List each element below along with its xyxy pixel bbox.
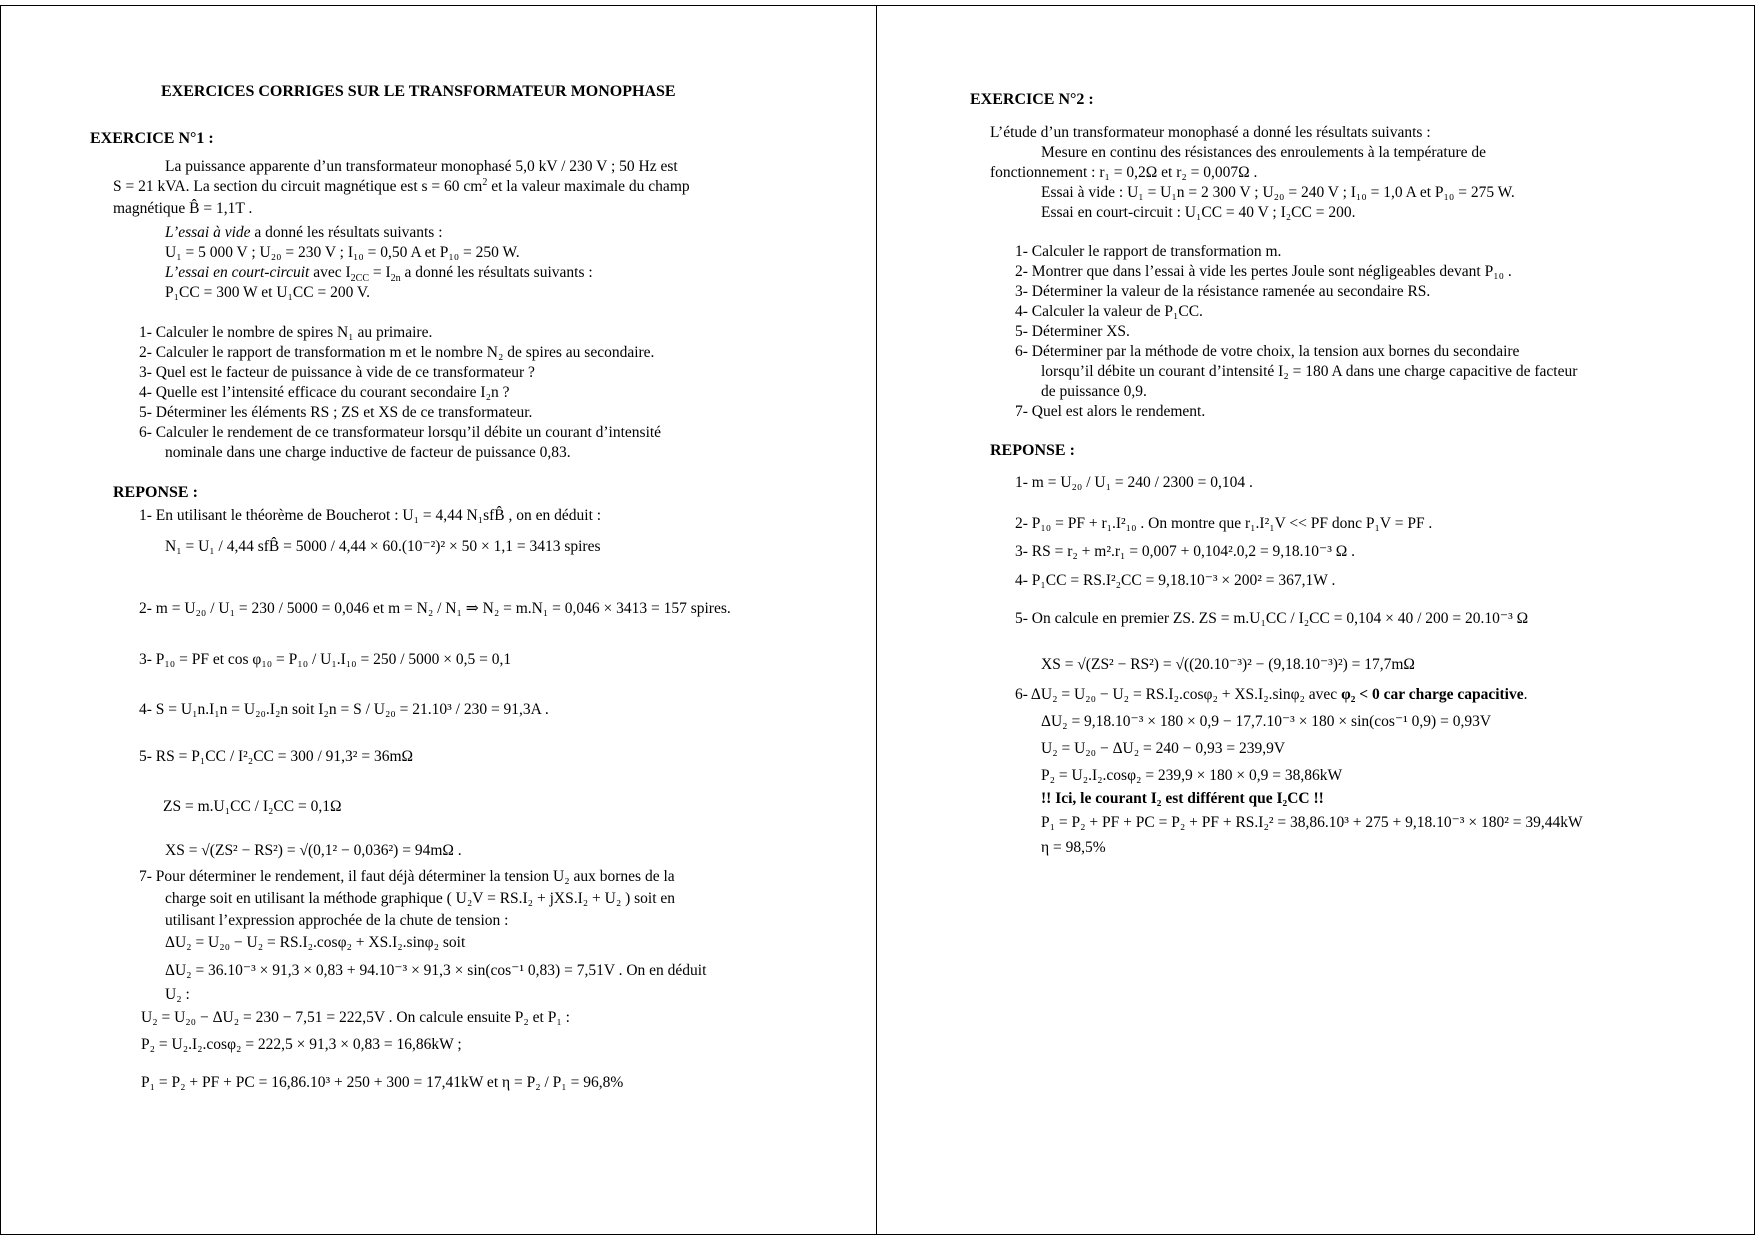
ex2-answer-4: 4- P₁CC = RS.I²₂CC = 9,18.10⁻³ × 200² = 367,1W . [1015, 572, 1336, 589]
ex1-reponse-heading: REPONSE : [113, 484, 198, 501]
ex2-answer-6-line-1: 6- ΔU₂ = U₂₀ − U₂ = RS.I₂.cosφ₂ + XS.I₂.sinφ₂ avec φ₂ < 0 car charge capacitive. [1015, 686, 1528, 703]
ex1-answer-5-zs: ZS = m.U₁CC / I₂CC = 0,1Ω [163, 798, 342, 815]
ex1-answer-7-line-2: charge soit en utilisant la méthode graphique ( U₂V = RS.I₂ + jXS.I₂ + U₂ ) soit en [165, 890, 676, 907]
ex2-answer-6-line-5: P₁ = P₂ + PF + PC = P₂ + PF + RS.I₂² = 38,86.10³ + 275 + 9,18.10⁻³ × 180² = 39,44kW [1041, 814, 1583, 831]
exercise-1-heading: EXERCICE N°1 : [90, 130, 214, 147]
ex2-intro-line-1: L’étude d’un transformateur monophasé a donné les résultats suivants : [990, 124, 1431, 141]
ex1-question-6-cont: nominale dans une charge inductive de facteur de puissance 0,83. [165, 444, 571, 461]
ex1-answer-7-equation-2b: U₂ : [165, 986, 190, 1003]
ex2-question-7: 7- Quel est alors le rendement. [1015, 403, 1206, 420]
ex1-answer-5-rs: 5- RS = P₁CC / I²₂CC = 300 / 91,3² = 36mΩ [139, 748, 414, 765]
ex2-question-6-cont-2: de puissance 0,9. [1041, 383, 1147, 400]
ex1-answer-7-equation-4: P₂ = U₂.I₂.cosφ₂ = 222,5 × 91,3 × 0,83 = 16,86kW ; [141, 1036, 462, 1053]
ex1-question-2: 2- Calculer le rapport de transformation m et le nombre N₂ de spires au secondaire. [139, 344, 655, 361]
ex2-answer-6-line-2: ΔU₂ = 9,18.10⁻³ × 180 × 0,9 − 17,7.10⁻³ × 180 × sin(cos⁻¹ 0,9) = 0,93V [1041, 713, 1492, 730]
ex1-question-5: 5- Déterminer les éléments RS ; ZS et XS de ce transformateur. [139, 404, 533, 421]
ex2-intro-line-4: Essai à vide : U₁ = U₁n = 2 300 V ; U₂₀ = 240 V ; I₁₀ = 1,0 A et P₁₀ = 275 W. [1041, 184, 1515, 201]
ex2-question-6-cont-1: lorsqu’il débite un courant d’intensité I₂ = 180 A dans une charge capacitive de facteur [1041, 363, 1578, 380]
ex1-intro-line-3: magnétique B̂ = 1,1T . [113, 200, 253, 217]
ex2-answer-1: 1- m = U₂₀ / U₁ = 240 / 2300 = 0,104 . [1015, 474, 1253, 491]
ex2-question-4: 4- Calculer la valeur de P₁CC. [1015, 303, 1203, 320]
ex2-question-3: 3- Déterminer la valeur de la résistance ramenée au secondaire RS. [1015, 283, 1431, 300]
ex2-answer-6-equation: 6- ΔU₂ = U₂₀ − U₂ = RS.I₂.cosφ₂ + XS.I₂.sinφ₂ avec [1015, 686, 1342, 703]
ex2-answer-6-bold-note: φ₂ < 0 car charge capacitive [1341, 686, 1524, 703]
ex2-intro-line-3: fonctionnement : r₁ = 0,2Ω et r₂ = 0,007Ω . [990, 164, 1258, 181]
ex1-test-line-2: U₁ = 5 000 V ; U₂₀ = 230 V ; I₁₀ = 0,50 A et P₁₀ = 250 W. [165, 244, 520, 261]
ex1-answer-7-equation-1: ΔU₂ = U₂₀ − U₂ = RS.I₂.cosφ₂ + XS.I₂.sinφ₂ soit [165, 934, 466, 951]
ex1-answer-3-equation: 3- P₁₀ = PF et cos φ₁₀ = P₁₀ / U₁.I₁₀ = 250 / 5000 × 0,5 = 0,1 [139, 651, 512, 668]
ex2-question-1: 1- Calculer le rapport de transformation m. [1015, 243, 1282, 260]
ex2-intro-line-5: Essai en court-circuit : U₁CC = 40 V ; I₂CC = 200. [1041, 204, 1356, 221]
ex1-answer-5-xs: XS = √(ZS² − RS²) = √(0,1² − 0,036²) = 94mΩ . [165, 842, 462, 859]
ex2-answer-6-line-4: P₂ = U₂.I₂.cosφ₂ = 239,9 × 180 × 0,9 = 38,86kW [1041, 767, 1343, 784]
ex1-intro-line-2: S = 21 kVA. La section du circuit magnétique est s = 60 $cm^2$ et la valeur maximale du champ [113, 176, 690, 195]
ex1-question-6: 6- Calculer le rendement de ce transformateur lorsqu’il débite un courant d’intensité [139, 424, 662, 441]
ex1-test-line-1: L’essai à vide a donné les résultats suivants : [165, 224, 443, 241]
ex1-answer-7-equation-2: ΔU₂ = 36.10⁻³ × 91,3 × 0,83 + 94.10⁻³ × 91,3 × sin(cos⁻¹ 0,83) = 7,51V . On en déduit [165, 962, 707, 979]
ex2-intro-line-2: Mesure en continu des résistances des enroulements à la température de [1041, 144, 1487, 161]
ex2-answer-6-warning: !! Ici, le courant I₂ est différent que I₂CC !! [1041, 790, 1324, 807]
ex1-question-3: 3- Quel est le facteur de puissance à vide de ce transformateur ? [139, 364, 535, 381]
ex2-question-2: 2- Montrer que dans l’essai à vide les pertes Joule sont négligeables devant P₁₀ . [1015, 263, 1512, 280]
ex1-test-line-3: L’essai en court-circuit avec $I_{2CC} = I_{2n}$ a donné les résultats suivants : [165, 264, 593, 285]
ex1-question-1: 1- Calculer le nombre de spires N₁ au primaire. [139, 324, 433, 341]
exercise-2-heading: EXERCICE N°2 : [970, 91, 1094, 108]
ex2-answer-2: 2- P₁₀ = PF + r₁.I²₁₀ . On montre que r₁.I²₁V << PF donc P₁V = PF . [1015, 515, 1433, 532]
ex1-answer-2-equation: 2- m = U₂₀ / U₁ = 230 / 5000 = 0,046 et m = N₂ / N₁ ⇒ N₂ = m.N₁ = 0,046 × 3413 = 157 spires. [139, 600, 731, 617]
ex1-test-line-4: P₁CC = 300 W et U₁CC = 200 V. [165, 284, 371, 301]
document-title: EXERCICES CORRIGES SUR LE TRANSFORMATEUR MONOPHASE [161, 83, 676, 100]
ex1-intro-line-1: La puissance apparente d’un transformateur monophasé 5,0 kV / 230 V ; 50 Hz est [165, 158, 678, 175]
ex1-answer-1-equation: N₁ = U₁ / 4,44 sfB̂ = 5000 / 4,44 × 60.(10⁻²)² × 50 × 1,1 = 3413 spires [165, 538, 601, 555]
ex2-answer-6-line-3: U₂ = U₂₀ − ΔU₂ = 240 − 0,93 = 239,9V [1041, 740, 1286, 757]
ex1-answer-7-equation-5: P₁ = P₂ + PF + PC = 16,86.10³ + 250 + 300 = 17,41kW et η = P₂ / P₁ = 96,8% [141, 1074, 624, 1091]
ex2-answer-5-xs: XS = √(ZS² − RS²) = √((20.10⁻³)² − (9,18.10⁻³)²) = 17,7mΩ [1041, 656, 1415, 673]
ex2-question-6: 6- Déterminer par la méthode de votre choix, la tension aux bornes du secondaire [1015, 343, 1520, 360]
left-page [0, 5, 877, 1235]
ex2-answer-3: 3- RS = r₂ + m².r₁ = 0,007 + 0,104².0,2 = 9,18.10⁻³ Ω . [1015, 543, 1356, 560]
ex1-answer-7-equation-3: U₂ = U₂₀ − ΔU₂ = 230 − 7,51 = 222,5V . On calcule ensuite P₂ et P₁ : [141, 1009, 570, 1026]
right-page [876, 5, 1755, 1235]
ex1-answer-1-intro: 1- En utilisant le théorème de Boucherot : U₁ = 4,44 N₁sfB̂ , on en déduit : [139, 507, 602, 524]
ex1-answer-4-equation: 4- S = U₁n.I₁n = U₂₀.I₂n soit I₂n = S / U₂₀ = 21.10³ / 230 = 91,3A . [139, 701, 549, 718]
ex1-answer-7-line-3: utilisant l’expression approchée de la chute de tension : [165, 912, 509, 929]
ex2-answer-5: 5- On calcule en premier ZS. ZS = m.U₁CC / I₂CC = 0,104 × 40 / 200 = 20.10⁻³ Ω [1015, 610, 1529, 627]
ex1-answer-7-line-1: 7- Pour déterminer le rendement, il faut déjà déterminer la tension U₂ aux bornes de la [139, 868, 675, 885]
ex2-question-5: 5- Déterminer XS. [1015, 323, 1130, 340]
ex2-answer-6-efficiency: η = 98,5% [1041, 839, 1106, 856]
ex2-reponse-heading: REPONSE : [990, 442, 1075, 459]
ex1-question-4: 4- Quelle est l’intensité efficace du courant secondaire I₂n ? [139, 384, 510, 401]
